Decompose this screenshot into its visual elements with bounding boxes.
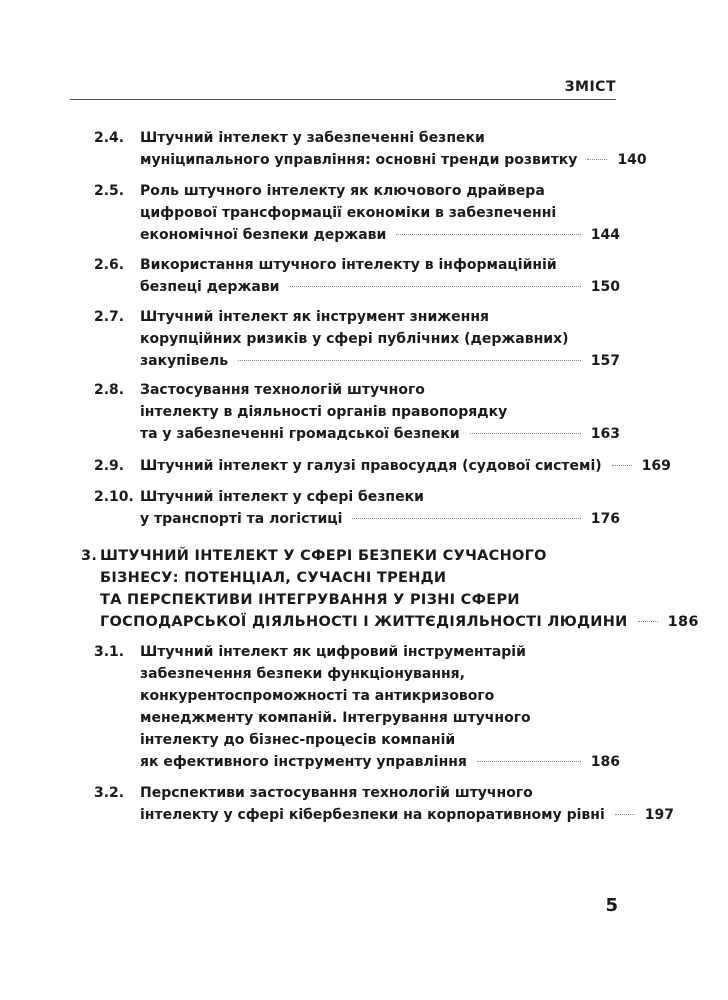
toc-entry-title-line: та у забезпеченні громадської безпеки bbox=[140, 426, 460, 442]
toc-entry-title-line: Роль штучного інтелекту як ключового драйвера bbox=[140, 183, 545, 199]
toc-entry-page: 186 bbox=[667, 614, 699, 630]
toc-entry-number: 2.5. bbox=[94, 183, 125, 199]
page-header-title: ЗМІСТ bbox=[564, 79, 616, 95]
toc-entry-page: 186 bbox=[590, 754, 620, 770]
toc-entry-title-line: безпеці держави bbox=[140, 279, 280, 295]
toc-entry-number: 3.1. bbox=[94, 644, 125, 660]
dot-leader bbox=[477, 761, 581, 762]
toc-entry-title-line: закупівель bbox=[140, 353, 229, 369]
toc-entry-number: 2.9. bbox=[94, 458, 125, 474]
dot-leader bbox=[612, 465, 632, 466]
toc-entry-page: 176 bbox=[590, 511, 620, 527]
toc-entry-title-line: Штучний інтелект у сфері безпеки bbox=[140, 489, 424, 505]
page-number: 5 bbox=[605, 895, 618, 916]
toc-entry-title-line: у транспорті та логістиці bbox=[140, 511, 343, 527]
toc-entry-number: 2.6. bbox=[94, 257, 125, 273]
toc-entry-title-line: Використання штучного інтелекту в інформаційній bbox=[140, 257, 557, 273]
toc-entry-page: 197 bbox=[644, 807, 674, 823]
toc-entry-number: 2.10. bbox=[94, 489, 134, 505]
toc-chapter-title-line: ШТУЧНИЙ ІНТЕЛЕКТ У СФЕРІ БЕЗПЕКИ СУЧАСНОГО bbox=[100, 548, 547, 564]
toc-entry-number: 2.8. bbox=[94, 382, 125, 398]
toc-entry-title-line: інтелекту до бізнес-процесів компаній bbox=[140, 732, 456, 748]
dot-leader bbox=[615, 814, 635, 815]
toc-entry-page: 150 bbox=[590, 279, 620, 295]
toc-entry-page: 144 bbox=[590, 227, 620, 243]
toc-entry-title-line: корупційних ризиків у сфері публічних (державних) bbox=[140, 331, 569, 347]
toc-chapter-title-line: БІЗНЕСУ: ПОТЕНЦІАЛ, СУЧАСНІ ТРЕНДИ bbox=[100, 570, 447, 586]
toc-entry-title-line: конкурентоспроможності та антикризового bbox=[140, 688, 495, 704]
toc-chapter-number: 3. bbox=[81, 548, 98, 564]
dot-leader bbox=[587, 159, 607, 160]
toc-entry-title-line: інтелекту у сфері кібербезпеки на корпоративному рівні bbox=[140, 807, 605, 823]
toc-entry-number: 2.7. bbox=[94, 309, 125, 325]
header-rule bbox=[70, 99, 616, 100]
dot-leader bbox=[638, 621, 658, 622]
dot-leader bbox=[352, 518, 580, 519]
toc-entry-title-line: інтелекту в діяльності органів правопорядку bbox=[140, 404, 508, 420]
toc-entry-title-line: цифрової трансформації економіки в забезпеченні bbox=[140, 205, 557, 221]
toc-entry-title-line: Застосування технологій штучного bbox=[140, 382, 425, 398]
dot-leader bbox=[470, 433, 581, 434]
toc-chapter-title-line: ТА ПЕРСПЕКТИВИ ІНТЕГРУВАННЯ У РІЗНІ СФЕРИ bbox=[100, 592, 520, 608]
toc-entry-number: 2.4. bbox=[94, 130, 125, 146]
toc-entry-page: 157 bbox=[590, 353, 620, 369]
toc-entry-title-line: менеджменту компаній. Інтегрування штучного bbox=[140, 710, 531, 726]
toc-entry-title-line: муніципального управління: основні тренди розвитку bbox=[140, 152, 578, 168]
toc-entry-title-line: Штучний інтелект як інструмент зниження bbox=[140, 309, 490, 325]
toc-entry-page: 169 bbox=[641, 458, 671, 474]
dot-leader bbox=[290, 286, 581, 287]
toc-entry-page: 163 bbox=[590, 426, 620, 442]
toc-entry-title-line: Штучний інтелект як цифровий інструментарій bbox=[140, 644, 526, 660]
dot-leader bbox=[238, 360, 581, 361]
toc-entry-title-line: Перспективи застосування технологій штучного bbox=[140, 785, 533, 801]
toc-entry-title-line: забезпечення безпеки функціонування, bbox=[140, 666, 465, 682]
dot-leader bbox=[396, 234, 580, 235]
toc-entry-number: 3.2. bbox=[94, 785, 125, 801]
toc-entry-page: 140 bbox=[617, 152, 647, 168]
toc-entry-title-line: Штучний інтелект у забезпеченні безпеки bbox=[140, 130, 485, 146]
toc-entry-title-line: Штучний інтелект у галузі правосуддя (судової системі) bbox=[140, 458, 602, 474]
toc-entry-title-line: економічної безпеки держави bbox=[140, 227, 387, 243]
toc-entry-title-line: як ефективного інструменту управління bbox=[140, 754, 467, 770]
toc-chapter-title-line: ГОСПОДАРСЬКОЇ ДІЯЛЬНОСТІ І ЖИТТЄДІЯЛЬНОСТІ ЛЮДИНИ bbox=[100, 614, 628, 630]
